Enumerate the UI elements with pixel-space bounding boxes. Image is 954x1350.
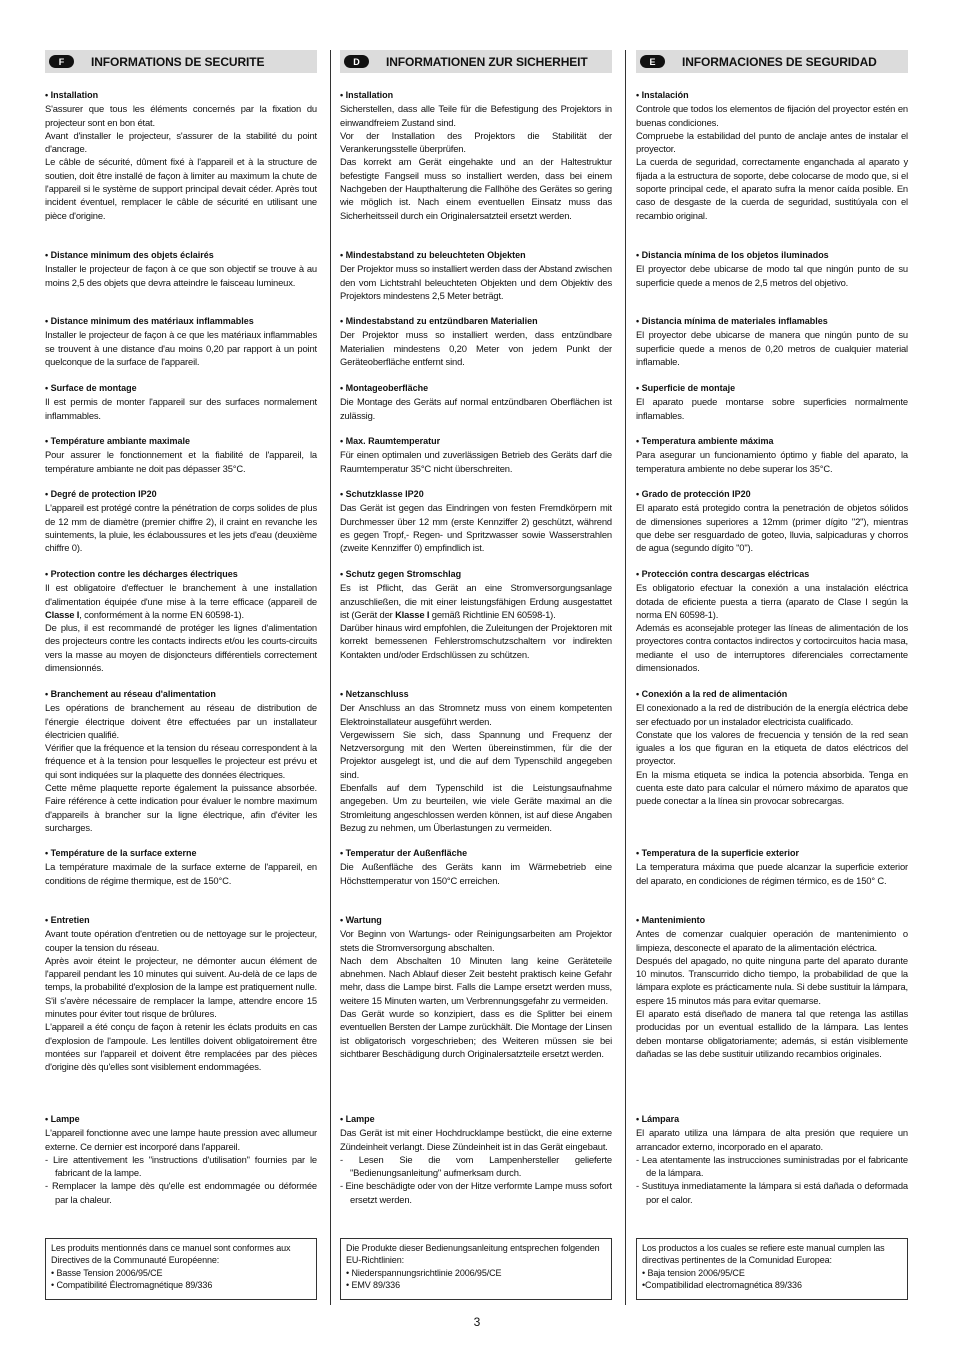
body-paragraph: L'appareil fonctionne avec une lampe haute pression avec allumeur externe. Ce dernier est incorporé dans l'appareil. (45, 1127, 317, 1152)
section-body (636, 581, 908, 674)
column-divider (625, 50, 626, 1305)
section-body (636, 328, 908, 368)
section-body (636, 102, 908, 222)
body-paragraph: Après avoir éteint le projecteur, ne démonter aucun élément de l'appareil pendant les 10 minutes qui suivent. Au-delà de ce laps de temps, la probabilité d'explosion de la lampe est pratiquement nulle. S'il s'avère nécessaire de remplacer la lampe, attendre encore 15 minutes pour éviter tout risque de brûlures. (45, 954, 317, 1020)
safety-section (340, 1113, 612, 1206)
body-paragraph: - Lea atentamente las instrucciones suministradas por el fabricante de la lámpara. (636, 1153, 908, 1179)
section-body (340, 395, 612, 422)
section-title: • Superficie de montaje (636, 383, 736, 393)
section-body (340, 448, 612, 475)
body-paragraph: La température maximale de la surface externe de l'appareil, en conditions de régime thermique, est de 150°C. (45, 861, 317, 886)
safety-section (636, 315, 908, 368)
section-title: • Netzanschluss (340, 689, 409, 699)
safety-section (340, 488, 612, 554)
section-body (636, 701, 908, 807)
section-body (45, 102, 317, 222)
section-title: • Température de la surface externe (45, 848, 197, 858)
section-body (636, 262, 908, 289)
safety-section (340, 382, 612, 422)
body-paragraph: Il est obligatoire d'effectuer le branchement à une installation d'alimentation équipée d'une mise à la terre efficace (appareil de Classe I, conformément à la norme EN 60598-1). (45, 582, 317, 620)
safety-section (340, 847, 612, 887)
section-title: • Distancia mínima de los objetos iluminados (636, 250, 829, 260)
body-paragraph: Nach dem Abschalten 10 Minuten lang keine Geräteteile abnehmen. Nach Ablauf dieser Zeit besteht praktisch keine Gefahr mehr, dass die Lampe birst. Falls die Lampe ersetzt werden muss, weitere 15 Minuten warten, um Verbrennungsgefahr zu vermeiden. (340, 954, 612, 1006)
section-title: • Mindestabstand zu entzündbaren Materialien (340, 316, 538, 326)
body-paragraph: Il est permis de monter l'appareil sur des surfaces normalement inflammables. (45, 396, 317, 421)
body-paragraph: Für einen optimalen und zuverlässigen Betrieb des Geräts darf die Raumtemperatur 35°C nicht überschreiten. (340, 449, 612, 474)
body-paragraph: - Sustituya inmediatamente la lámpara si está dañada o deformada por el calor. (636, 1180, 908, 1205)
safety-section (636, 435, 908, 475)
safety-section (340, 89, 612, 222)
body-paragraph: Le câble de sécurité, dûment fixé à l'appareil et à la structure de soutien, doit être installé de façon à limiter au maximum la chute de l'appareil si le système de support principal devait céder. Après tout incident éventuel, remplacer le câble de sécurité en utilisant une pièce d'origine. (45, 156, 317, 221)
body-paragraph: Cette même plaquette reporte également la puissance absorbée. Faire référence à cette indication pour évaluer le nombre maximum d'appareils à brancher sur la ligne électrique, afin d'éviter les surcharges. (45, 782, 317, 833)
section-title: • Temperatura ambiente máxima (636, 436, 774, 446)
language-badge: F (49, 55, 74, 68)
body-paragraph: El aparato está protegido contra la penetración de objetos sólidos de dimensiones superiores a 12mm (primer dígito "2"), mientras que debe ser resguardado de goteo, lluvia, salpicaduras y chorros de agua (segundo dígito "0"). (636, 502, 908, 554)
body-paragraph: Der Projektor muss so installiert werden, dass entzündbare Materialien mindestens 0,20 Meter von jedem Punkt der Geräteoberfläche entfernt sind. (340, 329, 612, 367)
section-body (636, 501, 908, 554)
body-paragraph: Vergewissern Sie sich, dass Spannung und Frequenz der Netzversorgung mit den Werten übereinstimmen, für die der Projektor ausgelegt ist, und die auf dem Typenschild angegeben sind. (340, 728, 612, 780)
body-paragraph: Ebenfalls auf dem Typenschild ist die Leistungsaufnahme angegeben. Um zu beurteilen, wie viele Geräte maximal an die Stromleitung angeschlossen werden können, ist auf diese Angaben Bezug zu nehmen, um Überlastungen zu vermeiden. (340, 782, 612, 833)
safety-section (636, 488, 908, 554)
section-title: • Entretien (45, 915, 90, 925)
safety-section (45, 435, 317, 475)
safety-section (636, 847, 908, 887)
section-header (45, 50, 317, 73)
body-paragraph: Die Außenfläche des Geräts kann im Wärmebetrieb eine Höchsttemperatur von 150°C erreichen. (340, 861, 612, 886)
body-paragraph: El proyector debe ubicarse de manera que ningún punto de su superficie quede a menos de 0,20 metros de cualquier material inflamable. (636, 329, 908, 367)
section-body (45, 262, 317, 289)
body-paragraph: Das Gerät ist mit einer Hochdrucklampe bestückt, die eine externe Zündeinheit verlangt. Diese Zündeinheit ist in das Gerät eingebaut. (340, 1127, 612, 1152)
safety-section (340, 688, 612, 834)
body-paragraph: Vor der Installation des Projektors die Stabilität der Verankerungsstelle überprüfen. (340, 129, 612, 155)
body-paragraph: El conexionado a la red de distribución de la energía eléctrica debe ser efectuado por un instalador electricista cualificado. (636, 702, 908, 727)
section-title: • Mindestabstand zu beleuchteten Objekten (340, 250, 526, 260)
section-title: • Installation (45, 90, 99, 100)
safety-section (45, 249, 317, 289)
header-title: INFORMATIONEN ZUR SICHERHEIT (386, 54, 588, 69)
section-body (636, 927, 908, 1060)
body-paragraph: Das Gerät wurde so konzipiert, dass es die Splitter bei einem eventuellen Bersten der Lampe zurückhält. Die Montage der Linsen ist obligatorisch vorgeschrieben; des Weiteren müssen sie bei sichtbarer Beschädigung durch Originalersatzteile ersetzt werden. (340, 1008, 612, 1059)
section-header (636, 50, 908, 73)
body-paragraph: Das korrekt am Gerät eingehakte und an der Haltestruktur befestigte Fangseil muss so installiert werden, dass bei einem Nachgeben der Haupthalterung die Fallhöhe des Gerätes so gering wie möglich ist. Nach einem eventuellen Einsatz muss das Sicherheitsseil durch ein Originalersatzteil ersetzt werden. (340, 156, 612, 221)
compliance-line: Les produits mentionnés dans ce manuel sont conformes aux Directives de la Communauté Européenne: (51, 1243, 291, 1266)
section-title: • Température ambiante maximale (45, 436, 191, 446)
safety-section (45, 847, 317, 887)
compliance-line: Die Produkte dieser Bedienungsanleitung entsprechen folgenden EU-Richtlinien: (346, 1243, 600, 1266)
section-title: • Conexión a la red de alimentación (636, 689, 788, 699)
body-paragraph: Avant d'installer le projecteur, s'assurer de la stabilité du point d'ancrage. (45, 129, 317, 155)
body-paragraph: - Lesen Sie die vom Lampenhersteller gelieferte "Bedienungsanleitung" aufmerksam durch. (340, 1153, 612, 1179)
header-title: INFORMATIONS DE SECURITE (91, 54, 265, 69)
section-body (340, 860, 612, 887)
section-title: • Schutzklasse IP20 (340, 489, 424, 499)
section-body (340, 701, 612, 834)
section-title: • Montageoberfläche (340, 383, 429, 393)
body-paragraph: De plus, il est recommandé de protéger les lignes d'alimentation des projecteurs contre les contacts indirects et/ou les courts-circuits vers la masse au moyen de disjoncteurs différentiels correctement dimensionnés. (45, 622, 317, 674)
section-body (340, 102, 612, 222)
section-body (45, 448, 317, 475)
column-german (340, 50, 612, 1291)
body-paragraph: Das Gerät ist gegen das Eindringen von festen Fremdkörpern mit Durchmesser über 12 mm (erste Kennziffer 2) geschützt, während es gegen Tropf,- Regen- und Spritzwasser sowie Wasserstrahlen (zweite Kennziffer 0) empfindlich ist. (340, 502, 612, 554)
section-body (45, 501, 317, 554)
section-title: • Wartung (340, 915, 382, 925)
body-paragraph: Es obligatorio efectuar la conexión a una instalación eléctrica dotada de eficiente puesta a tierra (aparato de Clase I según la norma EN 60598-1). (636, 582, 908, 620)
section-body (636, 395, 908, 422)
body-paragraph: Pour assurer le fonctionnement et la fiabilité de l'appareil, la température ambiante ne doit pas dépasser 35°C. (45, 449, 317, 474)
section-title: • Lámpara (636, 1114, 680, 1124)
body-paragraph: - Remplacer la lampe dès qu'elle est endommagée ou déformée par la chaleur. (45, 1180, 317, 1205)
section-title: • Protección contra descargas eléctricas (636, 569, 810, 579)
body-paragraph: Compruebe la estabilidad del punto de anclaje antes de instalar el proyector. (636, 129, 908, 155)
body-paragraph: L'appareil est protégé contre la pénétration de corps solides de plus de 12 mm de diamètre (premier chiffre 2), il craint en revanche les suintements, la pluie, les éclaboussures et les jets d'eau (deuxième chiffre 0). (45, 502, 317, 554)
section-body (45, 328, 317, 368)
section-body (636, 1126, 908, 1206)
section-title: • Branchement au réseau d'alimentation (45, 689, 216, 699)
body-paragraph: Avant toute opération d'entretien ou de nettoyage sur le projecteur, couper la tension du réseau. (45, 928, 317, 953)
safety-section (340, 315, 612, 368)
body-paragraph: Der Anschluss an das Stromnetz muss von einem kompetenten Elektroinstallateur ausgeführt werden. (340, 702, 612, 727)
section-title: • Installation (340, 90, 394, 100)
body-paragraph: El aparato utiliza una lámpara de alta presión que requiere un arrancador externo, incorporado en el aparato. (636, 1127, 908, 1152)
safety-section (636, 249, 908, 289)
section-body (340, 501, 612, 554)
body-paragraph: Además es aconsejable proteger las líneas de alimentación de los proyectores contra contactos indirectos y cortocircuitos hacia masa, mediante el uso de interruptores diferenciales correctamente dimensionados. (636, 622, 908, 674)
body-paragraph: La temperatura máxima que puede alcanzar la superficie exterior del aparato, en condiciones de régimen térmico, es de 150° C. (636, 861, 908, 886)
section-body (45, 581, 317, 674)
body-paragraph: El aparato está diseñado de manera tal que retenga las astillas producidas por un eventual estallido de la lámpara. Las lentes deben montarse obligatoriamente; además, si están visiblemente dañadas se las debe sustituir utilizando recambios originales. (636, 1008, 908, 1059)
compliance-line: Los productos a los cuales se refiere este manual cumplen las directivas pertinentes de la Comunidad Europea: (642, 1243, 885, 1266)
safety-section (636, 568, 908, 674)
section-header (340, 50, 612, 73)
safety-section (340, 914, 612, 1060)
compliance-line: • EMV 89/336 (346, 1280, 400, 1291)
section-body (340, 581, 612, 661)
body-paragraph: L'appareil a été conçu de façon à retenir les éclats produits en cas d'explosion de l'ampoule. Les lentilles doivent obligatoirement être montées sur l'appareil et doivent être remplacées par des pièces d'origine dès qu'elles sont visiblement endommagées. (45, 1021, 317, 1073)
section-body (45, 860, 317, 887)
body-paragraph: Controle que todos los elementos de fijación del proyector estén en buenas condiciones. (636, 103, 908, 128)
body-paragraph: Darüber hinaus wird empfohlen, die Zuleitungen der Projektoren mit korrekt bemessenen Fehlerstromschutzschaltern vor indirekten Kontakten und/oder Erdschlüssen zu schützen. (340, 622, 612, 660)
column-spanish (636, 50, 908, 1291)
compliance-line: •Compatibilidad electromagnética 89/336 (642, 1280, 802, 1291)
body-paragraph: En la misma etiqueta se indica la potencia absorbida. Tenga en cuenta este dato para calcular el número máximo de aparatos que puede conectar a la línea sin provocar sobrecargas. (636, 768, 908, 807)
body-paragraph: Installer le projecteur de façon à ce que les matériaux inflammables se trouvent à une distance d'au moins 0,20 par rapport à un point quelconque de la surface de l'appareil. (45, 329, 317, 367)
language-badge: E (640, 55, 665, 68)
body-paragraph: S'assurer que tous les éléments concernés par la fixation du projecteur sont en bon état. (45, 103, 317, 128)
safety-section (45, 914, 317, 1074)
section-title: • Degré de protection IP20 (45, 489, 157, 499)
body-paragraph: Para asegurar un funcionamiento óptimo y fiable del aparato, la temperatura ambiente no debe superar los 35°C. (636, 449, 908, 474)
compliance-box (340, 1238, 612, 1300)
section-title: • Protection contre les décharges électriques (45, 569, 238, 579)
language-badge: D (344, 55, 369, 68)
safety-section (45, 382, 317, 422)
safety-section (636, 914, 908, 1060)
safety-section (636, 382, 908, 422)
body-paragraph: El proyector debe ubicarse de modo tal que ningún punto de su superficie quede a menos de 2,5 metros del objetivo. (636, 263, 908, 288)
section-title: • Distancia mínima de materiales inflamables (636, 316, 828, 326)
section-title: • Lampe (340, 1114, 375, 1124)
compliance-box (636, 1238, 908, 1300)
body-paragraph: Vor Beginn von Wartungs- oder Reinigungsarbeiten am Projektor stets die Stromversorgung abschalten. (340, 928, 612, 953)
section-title: • Lampe (45, 1114, 80, 1124)
body-paragraph: Vérifier que la fréquence et la tension du réseau correspondent à la fréquence et à la tension pour lesquelles le projecteur est prévu et qui sont indiquées sur la plaquette des données électriques. (45, 742, 317, 780)
section-title: • Distance minimum des objets éclairés (45, 250, 214, 260)
safety-section (45, 568, 317, 674)
section-title: • Mantenimiento (636, 915, 706, 925)
body-paragraph: Antes de comenzar cualquier operación de mantenimiento o limpieza, desconecte el aparato de la alimentación eléctrica. (636, 928, 908, 953)
section-title: • Distance minimum des matériaux inflammables (45, 316, 254, 326)
section-body (45, 395, 317, 422)
column-divider (330, 50, 331, 1305)
section-body (45, 701, 317, 834)
section-body (340, 328, 612, 368)
section-body (636, 448, 908, 475)
safety-section (340, 435, 612, 475)
safety-section (45, 315, 317, 368)
section-title: • Max. Raumtemperatur (340, 436, 441, 446)
body-paragraph: Sicherstellen, dass alle Teile für die Befestigung des Projektors in einwandfreiem Zustand sind. (340, 103, 612, 128)
safety-section (340, 249, 612, 302)
safety-section (45, 1113, 317, 1206)
safety-section (340, 568, 612, 661)
compliance-line: • Niederspannungsrichtlinie 2006/95/CE (346, 1267, 502, 1278)
compliance-box (45, 1238, 317, 1300)
section-body (45, 1126, 317, 1206)
section-title: • Temperatura de la superficie exterior (636, 848, 800, 858)
safety-section (45, 89, 317, 222)
section-title: • Temperatur der Außenfläche (340, 848, 468, 858)
page-number: 3 (473, 1315, 481, 1329)
compliance-line: • Basse Tension 2006/95/CE (51, 1267, 163, 1278)
section-body (636, 860, 908, 887)
body-paragraph: - Eine beschädigte oder von der Hitze verformte Lampe muss sofort ersetzt werden. (340, 1180, 612, 1205)
compliance-line: • Compatibilité Électromagnétique 89/336 (51, 1280, 213, 1291)
body-paragraph: El aparato puede montarse sobre superficies normalmente inflamables. (636, 396, 908, 421)
body-paragraph: Der Projektor muss so installiert werden dass der Abstand zwischen den vom Lichtstrahl beleuchteten Objekten und dem Objektiv des Projektors mindestens 2,5 Meter beträgt. (340, 263, 612, 301)
safety-section (636, 1113, 908, 1206)
section-title: • Grado de protección IP20 (636, 489, 751, 499)
body-paragraph: Les opérations de branchement au réseau de distribution de l'énergie électrique doivent être effectuées par un installateur électricien qualifié. (45, 702, 317, 740)
section-title: • Surface de montage (45, 383, 137, 393)
section-body (340, 927, 612, 1060)
safety-section (636, 688, 908, 808)
section-body (45, 927, 317, 1073)
section-title: • Schutz gegen Stromschlag (340, 569, 462, 579)
section-title: • Instalación (636, 90, 689, 100)
header-title: INFORMACIONES DE SEGURIDAD (682, 54, 877, 69)
body-paragraph: Die Montage des Geräts auf normal entzündbaren Oberflächen ist zulässig. (340, 396, 612, 421)
body-paragraph: - Lire attentivement les "instructions d'utilisation" fournies par le fabricant de la lampe. (45, 1153, 317, 1179)
column-french (45, 50, 317, 1291)
body-paragraph: Installer le projecteur de façon à ce que son objectif se trouve à au moins 2,5 des objets que devra atteindre le faisceau lumineux. (45, 263, 317, 288)
safety-section (636, 89, 908, 222)
section-body (340, 262, 612, 302)
section-body (340, 1126, 612, 1206)
body-paragraph: La cuerda de seguridad, correctamente enganchada al aparato y fijada a la estructura de soporte, debe colocarse de modo que, si el soporte principal cede, el aparato sufra la menor caída posible. En caso de desgaste de la cuerda de seguridad, sustitúyala con el recambio original. (636, 156, 908, 221)
safety-section (45, 488, 317, 554)
body-paragraph: Es ist Pflicht, das Gerät an eine Stromversorgungsanlage anzuschließen, die mit einer leistungsfähigen Erdung ausgestattet ist (Gerät der Klasse I gemäß Richtlinie EN 60598-1). (340, 582, 612, 620)
safety-section (45, 688, 317, 834)
body-paragraph: Después del apagado, no quite ninguna parte del aparato durante 10 minutos. Transcurrido dicho tiempo, la probabilidad de que la lámpara explote es prácticamente nula. Si debe sustituir la lámpara, espere 15 minutos más para evitar quemarse. (636, 954, 908, 1006)
compliance-line: • Baja tension 2006/95/CE (642, 1267, 745, 1278)
body-paragraph: Constate que los valores de frecuencia y tensión de la red sean iguales a los que figuran en la etiqueta de datos eléctricos del proyector. (636, 728, 908, 767)
